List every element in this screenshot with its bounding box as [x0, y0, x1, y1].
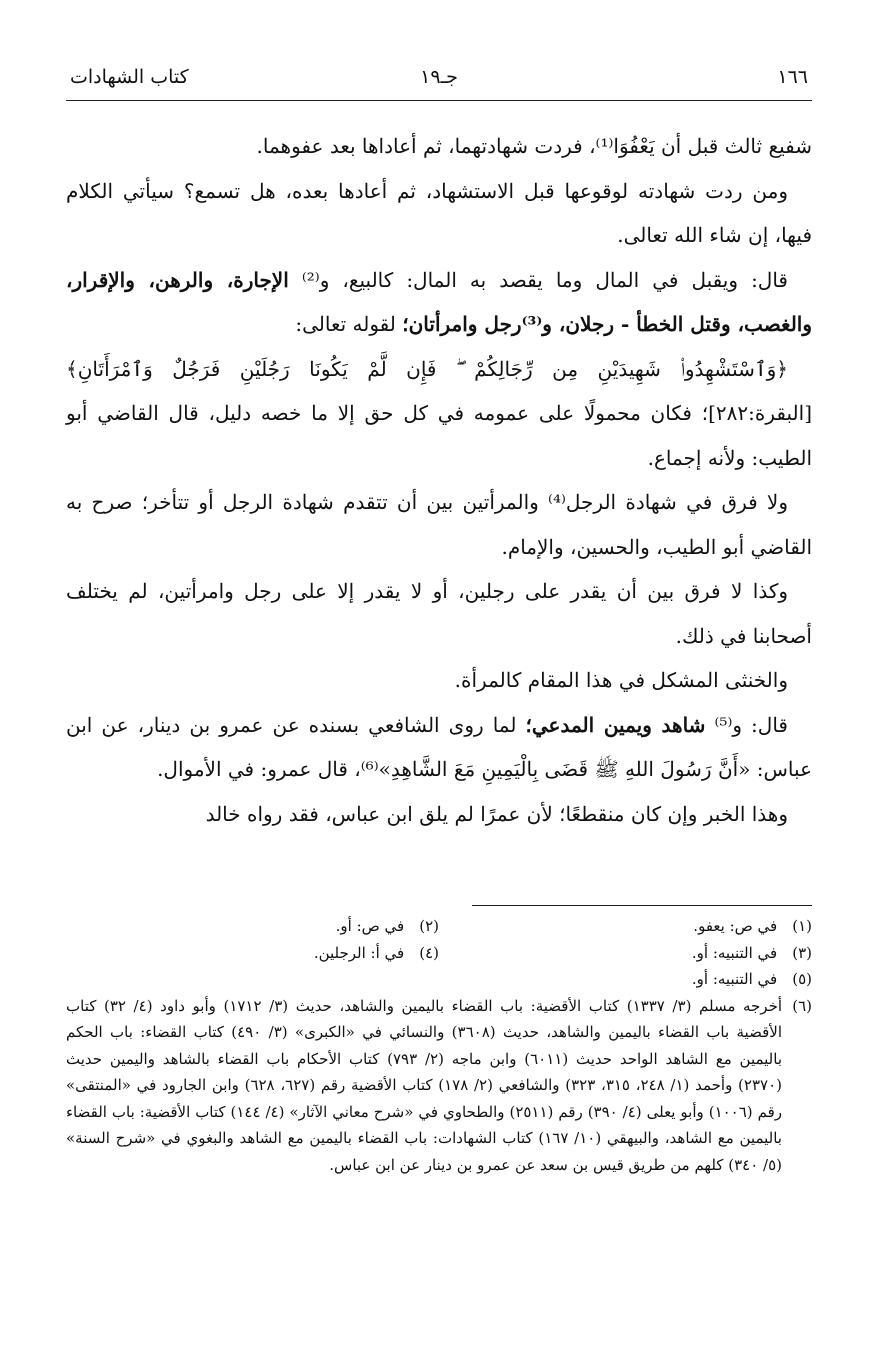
paragraph-3-tail: لقوله تعالى: — [295, 312, 403, 336]
running-header — [66, 62, 812, 96]
footnote-number: (٥) — [792, 970, 812, 988]
footnote-text: في التنبيه: أو. — [691, 943, 778, 962]
volume-label: جـ١٩ — [420, 66, 458, 88]
paragraph-3-intro: قال: ويقبل في المال وما يقصد به المال: كالبيع، و⁽²⁾ — [288, 267, 788, 292]
footnote-6 — [66, 993, 812, 1179]
footnote-text: في أ: الرجلين. — [313, 943, 405, 962]
footnote-5 — [439, 966, 812, 993]
quran-verse: ﴿وَٱسْتَشْهِدُوا۟ شَهِيدَيْنِ مِن رِّجَالِكُمْ ۖ فَإِن لَّمْ يَكُونَا رَجُلَيْنِ فَرَجُلٌ وَٱمْرَأَتَانِ﴾ — [66, 356, 788, 381]
footnote-text: في التنبيه: أو. — [691, 970, 778, 988]
header-rule — [66, 100, 812, 101]
paragraph-2: ومن ردت شهادته لوقوعها قبل الاستشهاد، ثم أعادها بعده، هل تسمع؟ سيأتي الكلام فيها، إن شاء الله تعالى. — [66, 178, 812, 247]
book-title: كتاب الشهادات — [70, 66, 189, 88]
paragraph-1: شفيع ثالث قبل أن يَعْفُوَا⁽¹⁾، فردت شهادتهما، ثم أعاداها بعد عفوهما. — [256, 134, 812, 158]
paragraph-4: ولا فرق في شهادة الرجل⁽⁴⁾ والمرأتين بين أن تتقدم شهادة الرجل أو تتأخر؛ صرح به القاضي أبو الطيب، والحسين، والإمام. — [66, 490, 812, 559]
footnote-number: (٣) — [792, 943, 812, 962]
paragraph-5: وكذا لا فرق بين أن يقدر على رجلين، أو لا يقدر إلا على رجل وامرأتين، لم يختلف أصحابنا في ذلك. — [66, 579, 812, 648]
footnote-number: (٢) — [419, 917, 439, 935]
footnote-row — [66, 940, 812, 967]
footnote-2 — [66, 913, 439, 940]
footnote-rule — [472, 905, 812, 906]
paragraph-3-bold: الإجارة، والرهن، والإقرار، والغصب، وقتل الخطأ - رجلان، و⁽³⁾رجل وامرأتان؛ — [66, 267, 812, 336]
footnote-3 — [439, 940, 812, 967]
footnote-4 — [66, 940, 439, 967]
footnote-number: (٦) — [792, 996, 812, 1015]
paragraph-7-tail: لما روى الشافعي بسنده عن عمرو بن دينار، عن ابن عباس: «أَنَّ رَسُولَ اللهِ ﷺ قَضَى بِالْيَمِينِ مَعَ الشَّاهِدِ»⁽⁶⁾، قال عمرو: في الأموال. — [66, 712, 812, 781]
paragraph-7 — [66, 703, 812, 792]
footnote-1 — [439, 913, 812, 940]
footnote-row — [66, 966, 812, 993]
paragraph-6: والخنثى المشكل في هذا المقام كالمرأة. — [454, 668, 788, 692]
footnote-row — [66, 913, 812, 940]
paragraph-3 — [66, 258, 812, 481]
footnote-text: أخرجه مسلم (٣/ ١٣٣٧) كتاب الأقضية: باب القضاء باليمين والشاهد، حديث (٣/ ١٧١٢) وأبو داود (٤/ ٣٢) كتاب الأقضية باب القضاء باليمين والشاهد، حديث (٣٦٠٨) والنسائي في «الكبرى» (٣/ ٤٩٠) كتاب القضاء: باب الحكم باليمين مع الشاهد الواحد حديث (٦٠١١) وابن ماجه (٢/ ٧٩٣) كتاب الأحكام باب القضاء بالشاهد واليمين حديث (٢٣٧٠) وأحمد (١/ ٢٤٨، ٣١٥، ٣٢٣) والشافعي (٢/ ١٧٨) كتاب الأقضية رقم (٦٢٧، ٦٢٨) وابن الجارود في «المنتقى» رقم (١٠٠٦) وأبو يعلى (٤/ ٣٩٠) رقم (٢٥١١) والطحاوي في «شرح معاني الآثار» (٤/ ١٤٤) كتاب الأقضية: باب القضاء باليمين مع الشاهد، والبيهقي (١٠/ ١٦٧) كتاب الشهادات: باب القضاء باليمين مع الشاهد والبغوي في «شرح السنة» (٥/ ٣٤٠) كلهم من طريق قيس بن سعد عن عمرو بن دينار عن ابن عباس. — [66, 996, 783, 1174]
footnotes — [66, 913, 812, 1178]
footnote-number: (١) — [792, 917, 812, 935]
paragraph-7-bold: شاهد ويمين المدعي؛ — [525, 712, 706, 737]
footnote-number: (٤) — [419, 943, 439, 962]
main-text — [66, 124, 812, 836]
page-number: ١٦٦ — [777, 66, 808, 88]
footnote-text: في ص: أو. — [335, 917, 405, 935]
paragraph-3-ref: [البقرة:٢٨٢]؛ فكان محمولًا على عمومه في كل حق إلا ما خصه دليل، قال القاضي أبو الطيب: ولأنه إجماع. — [66, 401, 812, 470]
paragraph-8: وهذا الخبر وإن كان منقطعًا؛ لأن عمرًا لم يلق ابن عباس، فقد رواه خالد — [205, 801, 788, 826]
paragraph-7-intro: قال: و⁽⁵⁾ — [705, 712, 788, 737]
footnote-text: في ص: يعفو. — [693, 917, 778, 935]
